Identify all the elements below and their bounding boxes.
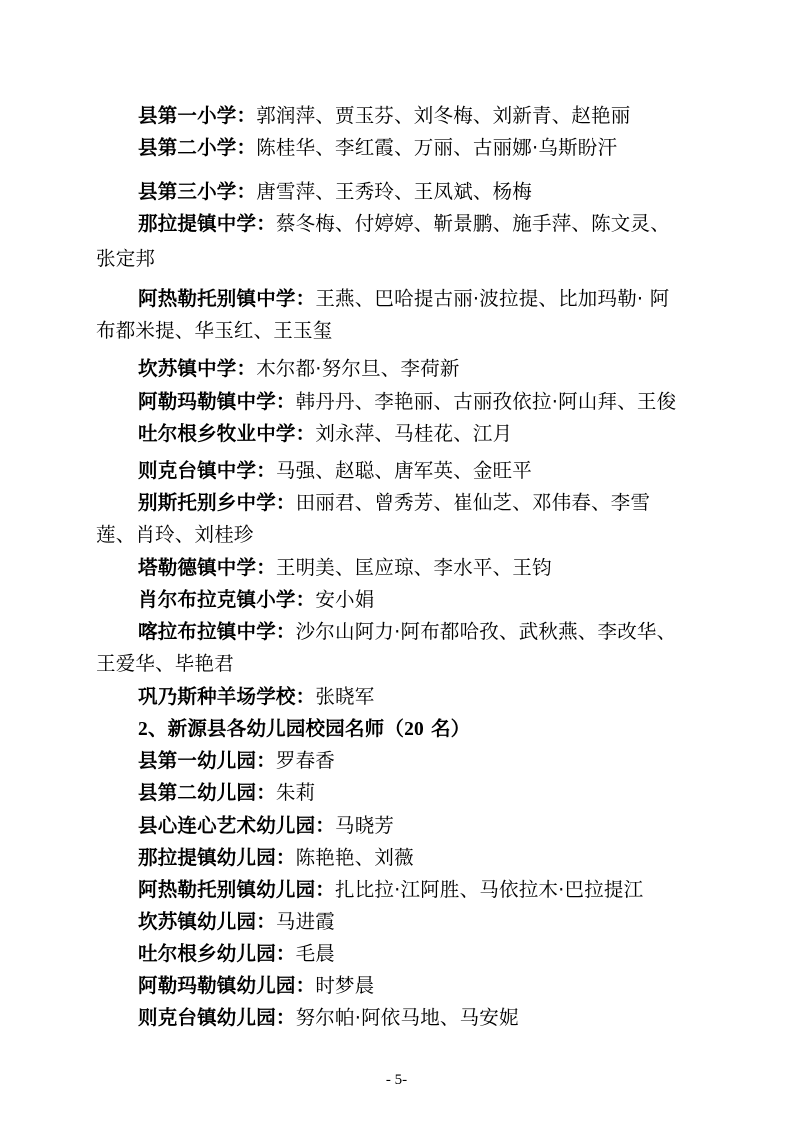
teacher-names: 木尔都·努尔旦、李荷新 (256, 357, 460, 380)
section-count: 20 (404, 719, 424, 740)
teacher-names: 陈艳艳、刘薇 (295, 846, 414, 869)
entry-line (96, 616, 726, 648)
entry-line (96, 874, 726, 906)
entry-line (96, 842, 726, 874)
entry-line (96, 810, 726, 842)
teacher-names: 安小娟 (315, 588, 375, 611)
teacher-names: 王燕、巴哈提古丽·波拉提、比加玛勒· 阿 (315, 287, 670, 310)
teacher-names: 唐雪萍、王秀玲、王凤斌、杨梅 (256, 180, 533, 203)
entry-line (96, 970, 726, 1002)
teacher-names: 刘永萍、马桂花、江月 (315, 422, 513, 445)
entry-line (96, 487, 726, 519)
school-name: 塔勒德镇中学： (138, 556, 276, 579)
school-name: 喀拉布拉镇中学： (138, 620, 296, 643)
teacher-names: 马进霞 (275, 910, 336, 933)
entry-line (96, 176, 726, 208)
entry-line (96, 353, 726, 385)
entry-line (96, 283, 726, 315)
entry-line (96, 552, 726, 584)
entry-line (96, 100, 726, 132)
entry-line (96, 1002, 726, 1034)
entry-continuation: 莲、肖玲、刘桂珍 (96, 523, 254, 546)
school-name: 别斯托别乡中学： (138, 491, 296, 514)
teacher-names: 蔡冬梅、付婷婷、靳景鹏、施手萍、陈文灵、 (275, 212, 670, 235)
teacher-names: 朱莉 (275, 781, 316, 804)
teacher-names: 马晓芳 (335, 814, 395, 837)
teacher-names: 陈桂华、李红霞、万丽、古丽娜·乌斯盼汗 (256, 136, 618, 159)
teacher-names: 张晓军 (315, 685, 375, 708)
entry-continuation: 王爱华、毕艳君 (96, 652, 234, 675)
teacher-names: 王明美、匡应琼、李水平、王钧 (275, 556, 552, 579)
teacher-names: 田丽君、曾秀芳、崔仙芝、邓伟春、李雪 (295, 491, 651, 514)
kindergarten-name: 阿热勒托别镇幼儿园： (138, 878, 336, 901)
entry-line (96, 906, 726, 938)
section-suffix: 名） (423, 717, 471, 740)
school-name: 肖尔布拉克镇小学： (138, 588, 316, 611)
kindergarten-name: 县第一幼儿园： (138, 749, 276, 772)
teacher-names: 沙尔山阿力·阿布都哈孜、武秋燕、李改华、 (295, 620, 677, 643)
entry-line (96, 938, 726, 970)
entry-line (96, 584, 726, 616)
kindergarten-name: 吐尔根乡幼儿园： (138, 942, 296, 965)
entry-line (96, 386, 726, 418)
section-heading (96, 713, 726, 746)
school-name: 那拉提镇中学： (138, 212, 276, 235)
teacher-names: 韩丹丹、李艳丽、古丽孜依拉·阿山拜、王俊 (295, 390, 677, 413)
entry-line (96, 132, 726, 164)
teacher-names: 毛晨 (295, 942, 336, 965)
school-name: 阿热勒托别镇中学： (138, 287, 316, 310)
entry-line (96, 455, 726, 487)
school-name: 坎苏镇中学： (138, 357, 257, 380)
kindergarten-name: 阿勒玛勒镇幼儿园： (138, 974, 316, 997)
entry-continuation: 布都米提、华玉红、王玉玺 (96, 319, 333, 342)
section-title: 、新源县各幼儿园校园名师（ (147, 717, 405, 740)
page-number: - 5- (385, 1072, 408, 1088)
teacher-names: 罗春香 (275, 749, 336, 772)
entry-continuation: 张定邦 (96, 247, 156, 270)
school-name: 则克台镇中学： (138, 459, 276, 482)
teacher-names: 时梦晨 (315, 974, 375, 997)
school-name: 巩乃斯种羊场学校： (138, 685, 316, 708)
school-name: 阿勒玛勒镇中学： (138, 390, 296, 413)
school-name: 县第二小学： (138, 136, 257, 159)
kindergarten-name: 那拉提镇幼儿园： (138, 846, 296, 869)
kindergarten-name: 则克台镇幼儿园： (138, 1006, 296, 1029)
entry-line (96, 208, 726, 240)
teacher-names: 马强、赵聪、唐军英、金旺平 (275, 459, 533, 482)
kindergarten-name: 县心连心艺术幼儿园： (138, 814, 336, 837)
entry-line (96, 681, 726, 713)
kindergarten-name: 坎苏镇幼儿园： (138, 910, 276, 933)
kindergarten-name: 县第二幼儿园： (138, 781, 276, 804)
teacher-names: 努尔帕·阿依马地、马安妮 (295, 1006, 519, 1029)
school-name: 吐尔根乡牧业中学： (138, 422, 316, 445)
entry-line (96, 745, 726, 777)
entry-line (96, 777, 726, 809)
school-name: 县第一小学： (138, 104, 257, 127)
teacher-names: 扎比拉·江阿胜、马依拉木·巴拉提江 (335, 878, 644, 901)
school-name: 县第三小学： (138, 180, 257, 203)
section-number: 2 (138, 719, 148, 740)
teacher-names: 郭润萍、贾玉芬、刘冬梅、刘新青、赵艳丽 (256, 104, 631, 127)
entry-line (96, 418, 726, 450)
